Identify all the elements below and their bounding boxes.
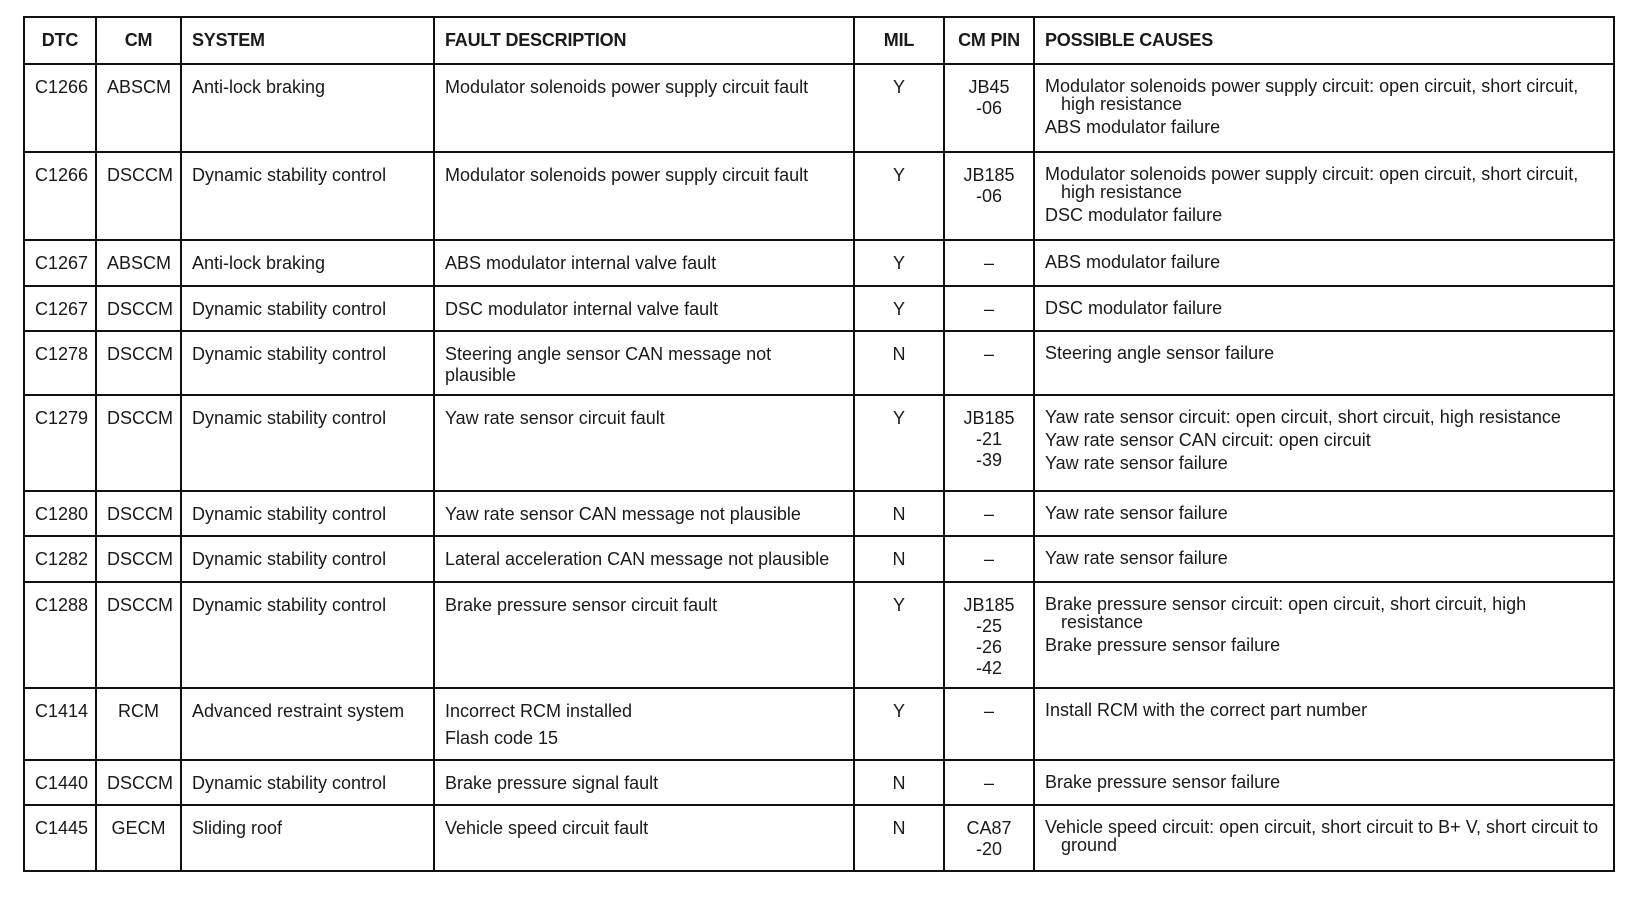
table-row	[24, 331, 1614, 395]
cell-possible-causes	[1034, 331, 1614, 395]
header-dtc: DTC	[24, 17, 96, 64]
fault-description-line: Brake pressure sensor circuit fault	[445, 595, 718, 615]
cell-cm: DSCCM	[96, 331, 181, 395]
cell-dtc: C1266	[24, 152, 96, 240]
cell-possible-causes	[1034, 64, 1614, 152]
cell-possible-causes	[1034, 805, 1614, 871]
cell-mil: Y	[854, 688, 944, 760]
cell-fault-description	[434, 536, 854, 582]
cell-mil: Y	[854, 240, 944, 286]
possible-cause-line: Yaw rate sensor circuit: open circuit, short circuit, high resistance	[1045, 407, 1561, 427]
cell-cm-pin	[944, 491, 1034, 536]
cell-mil: Y	[854, 582, 944, 688]
table-row	[24, 760, 1614, 805]
cm-pin-line: –	[983, 549, 994, 569]
table-row	[24, 688, 1614, 760]
cell-cm: DSCCM	[96, 286, 181, 331]
cell-fault-description	[434, 240, 854, 286]
cell-cm: ABSCM	[96, 64, 181, 152]
cell-dtc: C1267	[24, 240, 96, 286]
cm-pin-line: JB45	[968, 77, 1010, 97]
table-row	[24, 286, 1614, 331]
table-body	[24, 64, 1614, 871]
cell-system: Dynamic stability control	[181, 760, 434, 805]
cell-possible-causes	[1034, 240, 1614, 286]
header-system: SYSTEM	[181, 17, 434, 64]
dtc-table	[23, 16, 1615, 872]
cell-fault-description	[434, 64, 854, 152]
cell-cm: GECM	[96, 805, 181, 871]
cell-cm-pin	[944, 395, 1034, 491]
cell-cm-pin	[944, 152, 1034, 240]
cell-cm-pin	[944, 805, 1034, 871]
fault-description-line: Flash code 15	[445, 728, 559, 748]
cell-dtc: C1282	[24, 536, 96, 582]
cell-dtc: C1445	[24, 805, 96, 871]
cell-system: Anti-lock braking	[181, 64, 434, 152]
cell-mil: Y	[854, 395, 944, 491]
cm-pin-line: –	[983, 253, 994, 273]
cell-mil: Y	[854, 286, 944, 331]
cm-pin-line: -39	[975, 450, 1002, 470]
cell-possible-causes	[1034, 582, 1614, 688]
cell-fault-description	[434, 760, 854, 805]
possible-cause-line: Vehicle speed circuit: open circuit, short circuit to B+ V, short circuit to ground	[1045, 817, 1599, 855]
fault-description-line: Incorrect RCM installed	[445, 701, 633, 721]
cell-fault-description	[434, 805, 854, 871]
cell-mil: N	[854, 331, 944, 395]
table-row	[24, 152, 1614, 240]
possible-cause-line: Yaw rate sensor failure	[1045, 503, 1228, 523]
header-cm: CM	[96, 17, 181, 64]
cell-fault-description	[434, 688, 854, 760]
possible-cause-line: Brake pressure sensor failure	[1045, 635, 1281, 655]
cell-cm: RCM	[96, 688, 181, 760]
cm-pin-line: -25	[975, 616, 1002, 636]
cell-cm-pin	[944, 760, 1034, 805]
cell-mil: Y	[854, 152, 944, 240]
cm-pin-line: –	[983, 344, 994, 364]
cell-possible-causes	[1034, 395, 1614, 491]
cell-fault-description	[434, 491, 854, 536]
possible-cause-line: Install RCM with the correct part number	[1045, 700, 1368, 720]
possible-cause-line: Brake pressure sensor failure	[1045, 772, 1281, 792]
cm-pin-line: JB185	[963, 165, 1015, 185]
table-row	[24, 240, 1614, 286]
cm-pin-line: –	[983, 701, 994, 721]
cell-fault-description	[434, 395, 854, 491]
cm-pin-line: -20	[975, 839, 1002, 859]
cell-dtc: C1267	[24, 286, 96, 331]
cell-cm-pin	[944, 582, 1034, 688]
cell-cm: DSCCM	[96, 395, 181, 491]
cell-dtc: C1278	[24, 331, 96, 395]
header-fault-description: FAULT DESCRIPTION	[434, 17, 854, 64]
table-row	[24, 582, 1614, 688]
cell-dtc: C1414	[24, 688, 96, 760]
header-mil: MIL	[854, 17, 944, 64]
cell-cm: ABSCM	[96, 240, 181, 286]
cell-cm-pin	[944, 286, 1034, 331]
cell-system: Dynamic stability control	[181, 491, 434, 536]
cm-pin-line: JB185	[963, 408, 1015, 428]
table-row	[24, 491, 1614, 536]
possible-cause-line: Yaw rate sensor failure	[1045, 548, 1228, 568]
table-row	[24, 64, 1614, 152]
cell-system: Sliding roof	[181, 805, 434, 871]
cm-pin-line: JB185	[963, 595, 1015, 615]
cell-mil: N	[854, 760, 944, 805]
cell-fault-description	[434, 331, 854, 395]
cell-mil: N	[854, 491, 944, 536]
table-row	[24, 395, 1614, 491]
cell-mil: Y	[854, 64, 944, 152]
fault-description-line: Yaw rate sensor CAN message not plausible	[445, 504, 801, 524]
possible-cause-line: Modulator solenoids power supply circuit: open circuit, short circuit, high resistance	[1045, 164, 1579, 202]
cm-pin-line: -06	[975, 186, 1002, 206]
cell-system: Dynamic stability control	[181, 152, 434, 240]
cell-possible-causes	[1034, 760, 1614, 805]
fault-description-line: DSC modulator internal valve fault	[445, 299, 719, 319]
fault-description-line: Brake pressure signal fault	[445, 773, 659, 793]
cell-fault-description	[434, 582, 854, 688]
cm-pin-line: -42	[975, 658, 1002, 678]
cell-cm-pin	[944, 240, 1034, 286]
cell-cm-pin	[944, 688, 1034, 760]
cell-cm-pin	[944, 64, 1034, 152]
cell-cm: DSCCM	[96, 536, 181, 582]
header-possible-causes: POSSIBLE CAUSES	[1034, 17, 1614, 64]
possible-cause-line: DSC modulator failure	[1045, 205, 1223, 225]
header-cm-pin: CM PIN	[944, 17, 1034, 64]
possible-cause-line: Brake pressure sensor circuit: open circuit, short circuit, high resistance	[1045, 594, 1527, 632]
cm-pin-line: –	[983, 773, 994, 793]
possible-cause-line: Yaw rate sensor CAN circuit: open circuit	[1045, 430, 1371, 450]
possible-cause-line: ABS modulator failure	[1045, 252, 1221, 272]
cell-cm-pin	[944, 536, 1034, 582]
table-row	[24, 805, 1614, 871]
cell-possible-causes	[1034, 536, 1614, 582]
header-row	[24, 17, 1614, 64]
table-row	[24, 536, 1614, 582]
cm-pin-line: CA87	[966, 818, 1012, 838]
cell-possible-causes	[1034, 152, 1614, 240]
cell-cm: DSCCM	[96, 491, 181, 536]
cm-pin-line: -06	[975, 98, 1002, 118]
cell-dtc: C1266	[24, 64, 96, 152]
possible-cause-line: Modulator solenoids power supply circuit: open circuit, short circuit, high resistance	[1045, 76, 1579, 114]
cell-cm-pin	[944, 331, 1034, 395]
possible-cause-line: DSC modulator failure	[1045, 298, 1223, 318]
cell-fault-description	[434, 152, 854, 240]
fault-description-line: ABS modulator internal valve fault	[445, 253, 717, 273]
cell-possible-causes	[1034, 491, 1614, 536]
cell-system: Anti-lock braking	[181, 240, 434, 286]
cell-dtc: C1279	[24, 395, 96, 491]
cell-system: Dynamic stability control	[181, 582, 434, 688]
cell-dtc: C1288	[24, 582, 96, 688]
cm-pin-line: -21	[975, 429, 1002, 449]
fault-description-line: Modulator solenoids power supply circuit fault	[445, 77, 809, 97]
possible-cause-line: Steering angle sensor failure	[1045, 343, 1275, 363]
possible-cause-line: Yaw rate sensor failure	[1045, 453, 1228, 473]
cm-pin-line: -26	[975, 637, 1002, 657]
cell-mil: N	[854, 536, 944, 582]
fault-description-line: Vehicle speed circuit fault	[445, 818, 649, 838]
cell-mil: N	[854, 805, 944, 871]
cell-system: Dynamic stability control	[181, 331, 434, 395]
cm-pin-line: –	[983, 504, 994, 524]
fault-description-line: Steering angle sensor CAN message not plausible	[445, 344, 772, 385]
cell-system: Dynamic stability control	[181, 395, 434, 491]
cell-system: Dynamic stability control	[181, 286, 434, 331]
cell-cm: DSCCM	[96, 760, 181, 805]
cell-possible-causes	[1034, 286, 1614, 331]
cell-dtc: C1280	[24, 491, 96, 536]
cm-pin-line: –	[983, 299, 994, 319]
possible-cause-line: ABS modulator failure	[1045, 117, 1221, 137]
fault-description-line: Yaw rate sensor circuit fault	[445, 408, 665, 428]
cell-cm: DSCCM	[96, 152, 181, 240]
table-header	[24, 17, 1614, 64]
cell-possible-causes	[1034, 688, 1614, 760]
cell-cm: DSCCM	[96, 582, 181, 688]
cell-dtc: C1440	[24, 760, 96, 805]
cell-system: Dynamic stability control	[181, 536, 434, 582]
fault-description-line: Lateral acceleration CAN message not plausible	[445, 549, 830, 569]
fault-description-line: Modulator solenoids power supply circuit fault	[445, 165, 809, 185]
cell-fault-description	[434, 286, 854, 331]
cell-system: Advanced restraint system	[181, 688, 434, 760]
